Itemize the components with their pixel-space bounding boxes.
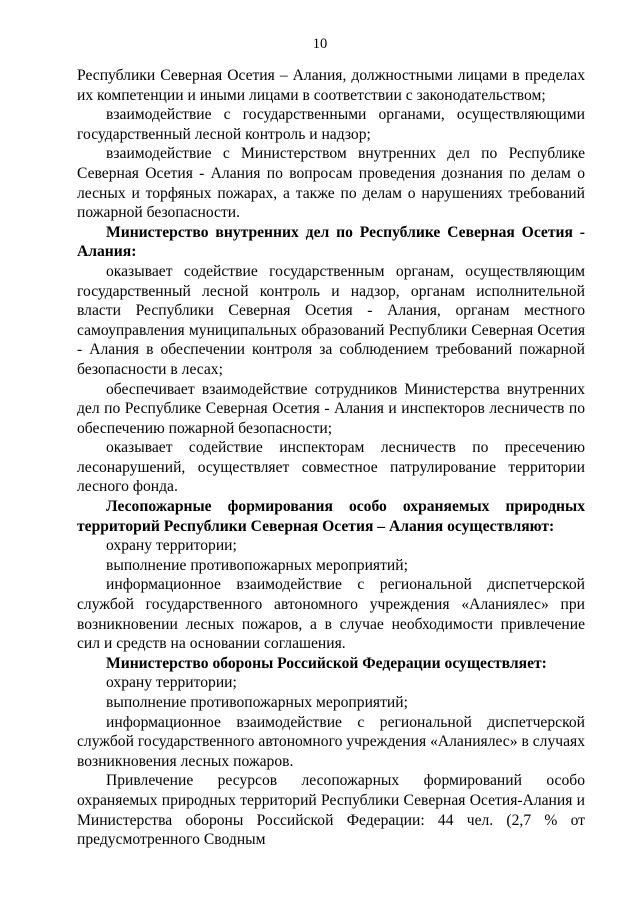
paragraph: информационное взаимодействие с региональной диспетчерской службой государственного автономного учреждения «Аланиялес» при возникновении лесных пожаров, а в случае необходимости привлечение сил и средств на основании соглашения. xyxy=(77,576,585,653)
paragraph: выполнение противопожарных мероприятий; xyxy=(106,556,408,574)
section-heading: Министерство обороны Российской Федерации осуществляет: xyxy=(106,654,547,672)
section-heading: Лесопожарные формирования особо охраняемых природных территорий Республики Северная Осетия – Алания осуществляют: xyxy=(77,498,585,535)
section-heading: Министерство внутренних дел по Республике Северная Осетия - Алания: xyxy=(77,223,585,261)
paragraph: взаимодействие с государственными органами, осуществляющими государственный лесной контроль и надзор; xyxy=(77,106,585,143)
paragraph: выполнение противопожарных мероприятий; xyxy=(106,694,408,711)
page-number: 10 xyxy=(312,36,328,52)
document-body xyxy=(77,66,585,850)
paragraph: взаимодействие с Министерством внутренних дел по Республике Северная Осетия - Алания по вопросам проведения дознания по делам о лесных и торфяных пожарах, а также по делам о нарушениях требований пожарной безопасности. xyxy=(77,145,585,222)
paragraph: Республики Северная Осетия – Алания, должностными лицами в пределах их компетенции и иными лицами в соответствии с законодательством; xyxy=(77,67,585,104)
paragraph: Привлечение ресурсов лесопожарных формирований особо охраняемых природных территорий Республики Северная Осетия-Алания и Министерства обороны Российской Федерации: 44 чел. (2,7 % от предусмотренного Сводным xyxy=(77,772,585,849)
paragraph: охрану территории; xyxy=(106,537,237,555)
paragraph: оказывает содействие государственным органам, осуществляющим государственный лесной контроль и надзор, органам исполнительной власти Республики Северная Осетия - Алания, органам местного самоуправления муниципальных образований Республики Северная Осетия - Алания в обеспечении контроля за соблюдением требований пожарной безопасности в лесах; xyxy=(77,262,585,378)
paragraph: охрану территории; xyxy=(106,674,237,692)
paragraph: обеспечивает взаимодействие сотрудников Министерства внутренних дел по Республике Северная Осетия - Алания и инспекторов лесничеств по обеспечению пожарной безопасности; xyxy=(77,380,585,437)
paragraph: оказывает содействие инспекторам лесничеств по пресечению лесонарушений, осуществляет совместное патрулирование территории лесного фонда. xyxy=(77,439,585,496)
paragraph: информационное взаимодействие с региональной диспетчерской службой государственного автономного учреждения «Аланиялес» в случаях возникновения лесных пожаров. xyxy=(77,713,585,770)
